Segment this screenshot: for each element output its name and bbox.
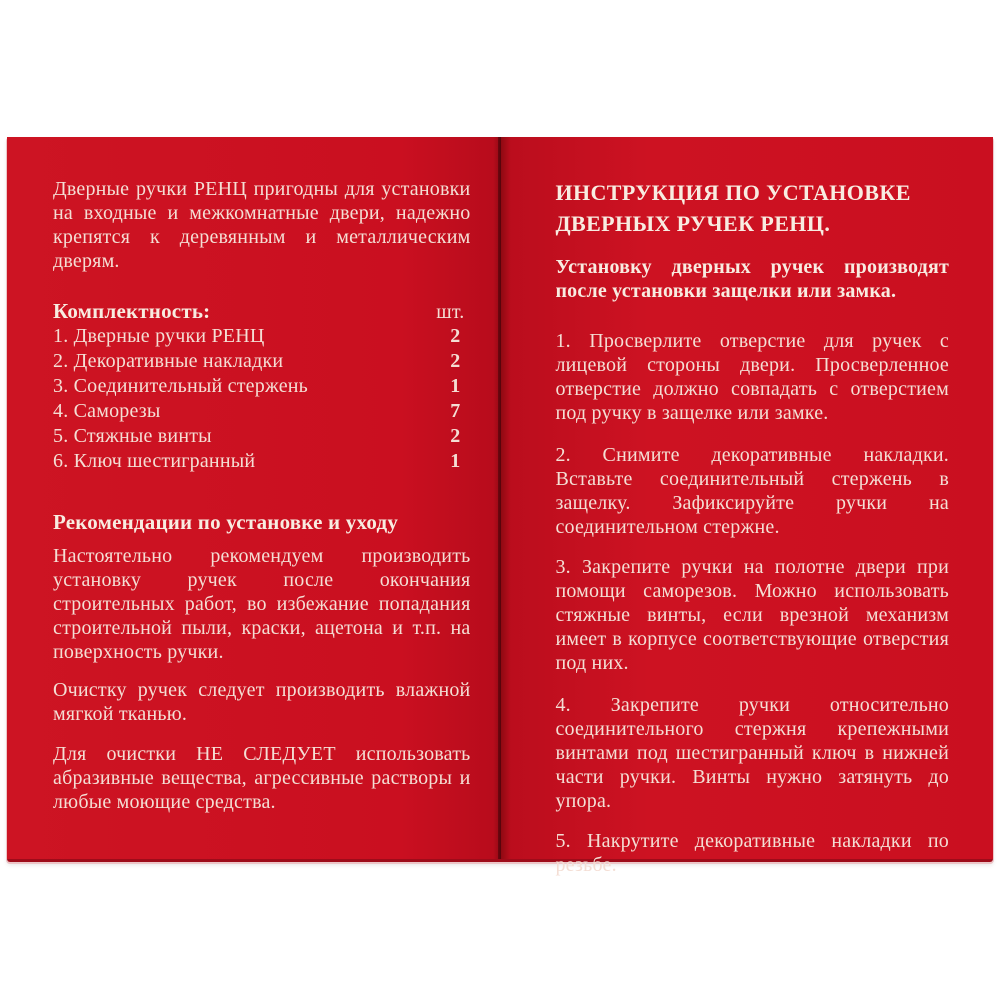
instruction-title: ИНСТРУКЦИЯ ПО УСТАНОВКЕ ДВЕРНЫХ РУЧЕК РЕНЦ. xyxy=(555,180,911,236)
booklet-left-page xyxy=(7,137,498,859)
instruction-step: 2. Снимите декоративные накладки. Вставьте соединительный стержень в защелку. Зафиксируйте ручки на соединительном стержне. xyxy=(555,444,949,538)
kit-item-qty: 2 xyxy=(450,425,461,447)
kit-item xyxy=(53,374,470,399)
kit-item xyxy=(53,424,470,449)
kit-section xyxy=(53,299,470,474)
instruction-step: 3. Закрепите ручки на полотне двери при помощи саморезов. Можно использовать стяжные винты, если врезной механизм имеет в корпусе соответствующие отверстия под них. xyxy=(555,556,949,674)
recommendation-paragraph: Для очистки НЕ СЛЕДУЕТ использовать абразивные вещества, агрессивные растворы и любые моющие средства. xyxy=(53,743,471,813)
intro-paragraph: Дверные ручки РЕНЦ пригодны для установки на входные и межкомнатные двери, надежно крепятся к деревянным и металлическим дверям. xyxy=(53,178,471,272)
kit-item-label: 4. Саморезы xyxy=(53,400,161,422)
kit-item-label: 2. Декоративные накладки xyxy=(53,350,284,372)
kit-item-label: 3. Соединительный стержень xyxy=(53,375,308,397)
kit-item-label: 6. Ключ шестигранный xyxy=(53,450,256,472)
kit-header xyxy=(53,299,470,324)
instruction-step: 5. Накрутите декоративные накладки по резьбе. xyxy=(555,830,949,876)
kit-item xyxy=(53,399,470,424)
kit-item-qty: 2 xyxy=(450,350,461,372)
kit-item-label: 5. Стяжные винты xyxy=(53,425,212,447)
instruction-step: 1. Просверлите отверстие для ручек с лицевой стороны двери. Просверленное отверстие должно совпадать с отверстием под ручку в защелке или замке. xyxy=(555,330,949,424)
kit-item xyxy=(53,324,470,349)
kit-item-label: 1. Дверные ручки РЕНЦ xyxy=(53,325,265,347)
booklet-right-page xyxy=(501,137,993,876)
kit-unit-header: шт. xyxy=(436,301,465,323)
kit-title: Комплектность: xyxy=(53,299,211,323)
kit-item-qty: 1 xyxy=(450,375,461,397)
kit-item-qty: 1 xyxy=(450,450,461,472)
recommendations-title: Рекомендации по установке и уходу xyxy=(53,510,399,534)
recommendation-paragraph: Настоятельно рекомендуем производить установку ручек после окончания строительных работ, во избежание попадания строительной пыли, краски, ацетона и т.п. на поверхность ручки. xyxy=(53,545,471,663)
kit-item-qty: 7 xyxy=(450,400,461,422)
instruction-step: 4. Закрепите ручки относительно соединительного стержня крепежными винтами под шестигранный ключ в нижней части ручки. Винты нужно затянуть до упора. xyxy=(555,694,949,812)
kit-item xyxy=(53,449,470,474)
kit-item xyxy=(53,349,470,374)
instruction-lead: Установку дверных ручек производят после установки защелки или замка. xyxy=(555,256,949,302)
instruction-booklet xyxy=(7,137,993,876)
recommendation-paragraph: Очистку ручек следует производить влажной мягкой тканью. xyxy=(53,679,471,725)
kit-item-qty: 2 xyxy=(450,325,461,347)
